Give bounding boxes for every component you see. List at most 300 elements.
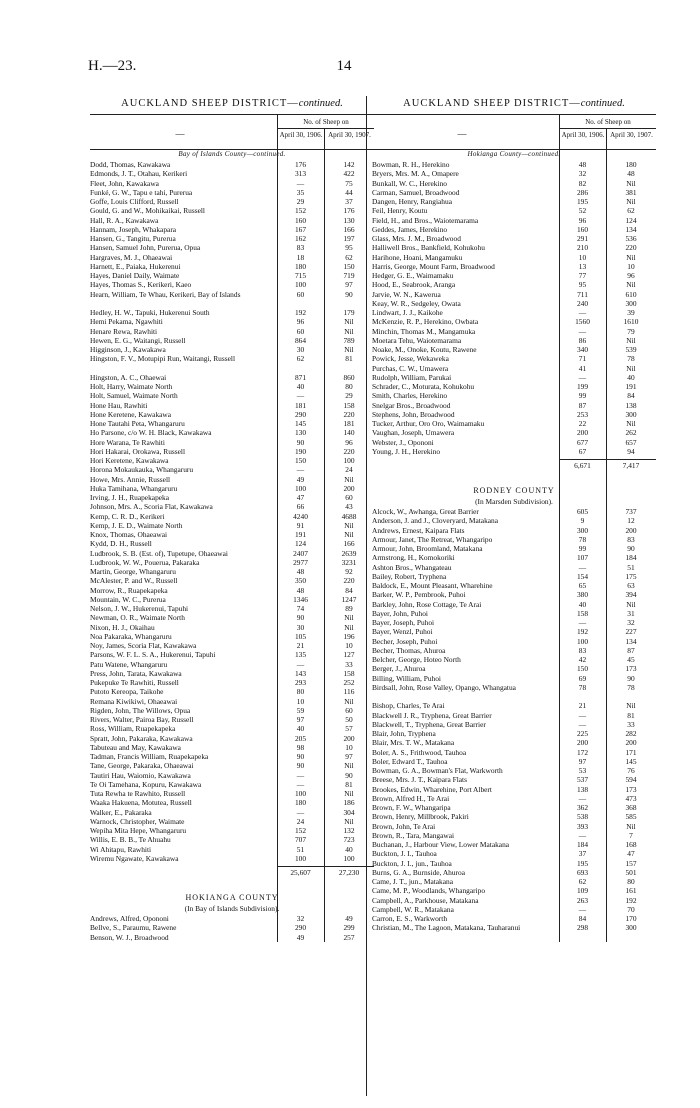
owner-name-address: Harris, George, Mount Farm, Broadwood <box>372 261 495 271</box>
sheep-count-1906: 60 <box>296 326 305 336</box>
owner-name-address: Press, John, Tarata, Kawakawa <box>90 668 182 678</box>
table-row <box>372 419 656 428</box>
sheep-count-1906: 190 <box>294 446 307 456</box>
sheep-count-1906: 40 <box>578 599 587 609</box>
sheep-count-1907: 7 <box>629 830 633 840</box>
table-row <box>90 271 374 280</box>
owner-name-address: Ho Parsone, c/o W. H. Black, Kawakawa <box>90 428 212 438</box>
table-row <box>90 724 374 733</box>
owner-name-address: Newman, O. R., Waimate North <box>90 613 185 623</box>
sheep-count-1906: 180 <box>294 261 307 271</box>
sheep-count-1906: 152 <box>294 206 307 216</box>
owner-name-address: Snelgar Bros., Broadwood <box>372 400 451 410</box>
sheep-count-1907: 657 <box>625 437 637 447</box>
owner-name-address: Andrews, Alfred, Opononi <box>90 914 169 923</box>
owner-name-address: Knox, Thomas, Ohaeawai <box>90 530 168 539</box>
sheep-count-1906: — <box>578 372 587 382</box>
header-group-label: No. of Sheep on <box>277 115 374 129</box>
table-row <box>90 808 374 817</box>
sheep-count-1907: 2639 <box>341 548 357 558</box>
sheep-count-1907: 51 <box>627 562 635 572</box>
owner-name-address: Edmonds, J. T., Otahau, Kerikeri <box>90 169 188 179</box>
table-row <box>372 877 656 886</box>
table-row <box>90 512 374 521</box>
sheep-count-1907: 75 <box>345 178 353 188</box>
table-row <box>372 364 656 373</box>
table-row <box>90 262 374 271</box>
sheep-count-1907: Nil <box>626 335 636 345</box>
sheep-count-1907: 200 <box>343 483 355 493</box>
table-row <box>372 794 656 803</box>
sheep-count-1906: 96 <box>296 317 305 327</box>
sheep-count-1907: 140 <box>343 428 355 438</box>
table-row <box>372 859 656 868</box>
sheep-count-1906: 65 <box>578 581 587 590</box>
table-row <box>372 516 656 525</box>
sheep-count-1906: 138 <box>576 784 589 794</box>
table-row <box>372 447 656 456</box>
owner-name-address: Tane, George, Pakaraka, Ohaeawai <box>90 761 194 771</box>
sheep-count-1906: — <box>578 562 587 572</box>
sheep-count-1907: 737 <box>625 507 637 516</box>
table-row <box>90 706 374 715</box>
sheep-count-1907: 70 <box>627 904 635 914</box>
owner-name-address: Boler, Edward T., Tauhoa <box>372 756 448 766</box>
sheep-count-1906: 1560 <box>575 317 590 327</box>
table-row <box>372 896 656 905</box>
owner-name-address: Hedger, G. E., Waimamaku <box>372 271 454 280</box>
sheep-count-1906: 253 <box>576 409 589 419</box>
sheep-count-1906: 59 <box>296 705 305 715</box>
sheep-count-1906: — <box>296 659 305 669</box>
sheep-count-1906: 90 <box>296 761 305 771</box>
sheep-count-1906: 313 <box>294 169 307 179</box>
sheep-count-1907: 80 <box>627 877 635 886</box>
table-row <box>372 280 656 289</box>
sheep-count-1907: 422 <box>343 169 355 179</box>
table-row <box>90 410 374 419</box>
sheep-count-1907: 43 <box>345 502 353 512</box>
owner-name-address: Alcock, W., Awhanga, Great Barrier <box>372 507 479 516</box>
table-row <box>372 262 656 271</box>
table-row <box>90 923 374 932</box>
owner-name-address: Hall, R. A., Kawakawa <box>90 215 159 225</box>
sheep-count-1907: Nil <box>626 280 636 290</box>
header-year-1906: April 30, 1906. <box>277 129 324 149</box>
sheep-count-1906: 105 <box>294 631 307 641</box>
sheep-count-1907: 196 <box>343 631 355 641</box>
sheep-count-1906: 864 <box>294 335 307 345</box>
sheep-count-1906: 30 <box>296 345 305 354</box>
owner-name-address: Tautiri Hau, Waiomio, Kawakawa <box>90 770 191 780</box>
table-row <box>372 600 656 609</box>
table-row <box>90 914 374 923</box>
owner-name-address: Barkley, John, Rose Cottage, Te Arai <box>372 599 482 609</box>
owner-name-address: Wiremu Ngawate, Kawakawa <box>90 853 179 863</box>
table-row <box>372 637 656 646</box>
sheep-count-1906: 195 <box>576 858 589 868</box>
sheep-count-1907: 299 <box>343 923 355 933</box>
sheep-count-1907: 220 <box>343 576 355 586</box>
sheep-count-1906: 143 <box>294 668 307 678</box>
table-row <box>90 752 374 761</box>
section-rows <box>372 160 656 456</box>
sheep-count-1907: 789 <box>343 335 355 345</box>
sheep-count-1906: 172 <box>576 747 589 757</box>
sheep-count-1906: 715 <box>294 271 307 280</box>
sheep-count-1906: 200 <box>576 738 589 748</box>
owner-name-address: Becher, Joseph, Puhoi <box>372 636 438 646</box>
owner-name-address: Young, J. H., Herekino <box>372 446 441 456</box>
sheep-count-1906: 290 <box>294 409 307 419</box>
sheep-count-1907: 161 <box>625 886 637 896</box>
sheep-count-1906: 74 <box>296 604 305 613</box>
sheep-count-1906: 100 <box>294 789 307 798</box>
table-row <box>90 576 374 585</box>
table-row <box>372 391 656 400</box>
table-row <box>372 179 656 188</box>
sheep-count-1906: 21 <box>578 701 587 711</box>
column-title-text: AUCKLAND SHEEP DISTRICT— <box>403 98 581 109</box>
sheep-count-1906: 51 <box>296 844 305 854</box>
sheep-count-1907: 40 <box>627 372 635 382</box>
owner-name-address: Funké, G. W., Tapu e tahi, Purerua <box>90 187 193 197</box>
sheep-count-1906: 48 <box>296 567 305 576</box>
owner-name-address: Halliwell Bros., Bankfield, Kohukohu <box>372 243 485 253</box>
table-row <box>90 743 374 752</box>
owner-name-address: Bryers, Mrs. M. A., Omapere <box>372 169 459 179</box>
sheep-count-1907: Nil <box>344 613 354 623</box>
table-row <box>372 188 656 197</box>
owner-name-address: Parsons, W. F. L. S. A., Hukerenui, Tapuhi <box>90 650 216 660</box>
owner-name-address: Brown, F. W., Whangaripa <box>372 803 451 812</box>
sheep-count-1907: 150 <box>343 261 355 271</box>
sheep-count-1906: 48 <box>578 160 587 169</box>
sheep-count-1906: 97 <box>578 756 587 766</box>
table-row <box>90 530 374 539</box>
table-row <box>90 549 374 558</box>
owner-name-address: Johnson, Mrs. A., Scoria Flat, Kawakawa <box>90 502 213 512</box>
owner-name-address: Huka Tamihana, Whangaruru <box>90 483 178 493</box>
sheep-count-1907: 48 <box>627 169 635 179</box>
sheep-count-1907: 84 <box>345 585 353 595</box>
table-row <box>90 521 374 530</box>
sheep-count-1906: 42 <box>578 655 587 664</box>
sheep-count-1906: 84 <box>578 914 587 923</box>
sheep-count-1906: 537 <box>576 775 589 785</box>
page-number: 14 <box>336 58 352 74</box>
sheep-count-1907: Nil <box>626 701 636 711</box>
table-row <box>372 664 656 673</box>
table-row <box>372 748 656 757</box>
owner-name-address: Rivers, Walter, Pairoa Bay, Russell <box>90 715 194 724</box>
header-year-1906: April 30, 1906. <box>559 129 606 149</box>
section-subheading: (In Bay of Islands Subdivision). <box>184 904 280 913</box>
table-row <box>372 701 656 710</box>
total-row <box>372 456 656 469</box>
owner-name-address: Hone Hau, Rawhiti <box>90 400 148 410</box>
owner-name-address: Ludbrook, W. W., Pouerua, Pakaraka <box>90 557 200 567</box>
sheep-count-1906: 13 <box>578 261 587 271</box>
section-heading: Hokianga County—continued. <box>467 150 561 158</box>
table-row <box>90 502 374 511</box>
table-row <box>372 160 656 169</box>
table-row <box>372 905 656 914</box>
sheep-count-1907: 96 <box>345 437 353 447</box>
owner-name-address: Spratt, John, Pakaraka, Kawakawa <box>90 733 193 743</box>
sheep-count-1906: 29 <box>296 197 305 206</box>
owner-name-address: Hayes, Thomas S., Kerikeri, Kaeo <box>90 280 192 290</box>
sheep-count-1907: 80 <box>345 382 353 391</box>
sheep-count-1907: 44 <box>345 187 353 197</box>
table-row <box>372 572 656 581</box>
owner-name-address: Carron, E. S., Warkworth <box>372 914 448 923</box>
sheep-count-1907: 79 <box>627 326 635 336</box>
sheep-count-1907: 142 <box>343 160 355 169</box>
sheep-count-1907: 3231 <box>341 557 357 567</box>
sheep-count-1907: 610 <box>625 289 637 299</box>
sheep-count-1907: 132 <box>343 826 355 835</box>
table-row <box>90 817 374 826</box>
sheep-count-1906: 87 <box>578 400 587 410</box>
sheep-count-1907: 173 <box>625 664 637 674</box>
table-row <box>372 345 656 354</box>
table-row <box>372 308 656 317</box>
table-row <box>90 933 374 942</box>
sheep-count-1906: 91 <box>296 520 305 530</box>
table-row <box>90 595 374 604</box>
owner-name-address: Brookes, Edwin, Wharehine, Port Albert <box>372 784 492 794</box>
owner-name-address: Powick, Jesse, Wekaweka <box>372 354 449 364</box>
owner-name-address: Noa Pakaraka, Whangaruru <box>90 631 172 641</box>
column-title <box>372 98 656 114</box>
owner-name-address: Brown, Alfred H., Te Arai <box>372 793 450 803</box>
owner-name-address: Vaughan, Joseph, Umawera <box>372 428 455 438</box>
table-row <box>90 854 374 863</box>
owner-name-address: Nixon, H. J., Okaihau <box>90 622 155 632</box>
sheep-count-1906: 48 <box>296 585 305 595</box>
owner-name-address: Purchas, C. W., Umawera <box>372 363 449 373</box>
sheep-count-1906: 871 <box>294 372 307 382</box>
table-body <box>90 150 374 942</box>
owner-name-address: Hannam, Joseph, Whakapara <box>90 224 177 234</box>
owner-name-address: Henare Rewa, Rawhiti <box>90 326 158 336</box>
sheep-count-1906: 78 <box>578 682 587 692</box>
sheep-count-1907: 62 <box>627 206 635 216</box>
sheep-count-1907: 539 <box>625 345 637 354</box>
table-row <box>90 308 374 317</box>
table-row <box>372 831 656 840</box>
sheep-count-1906: 693 <box>576 867 589 877</box>
owner-name-address: Boler, A. S., Frithwood, Tauhoa <box>372 747 467 757</box>
table-row <box>90 179 374 188</box>
sheep-count-1907: Nil <box>626 599 636 609</box>
table-row <box>90 632 374 641</box>
table-row <box>372 206 656 215</box>
table-row <box>90 243 374 252</box>
sheep-count-1907: 37 <box>345 197 353 206</box>
sheep-count-1907: 300 <box>625 923 637 933</box>
owner-name-address: Blackwell J. R., Tryphena, Great Barrier <box>372 710 492 720</box>
sheep-count-1907: 100 <box>343 456 355 465</box>
sheep-count-1907: 145 <box>625 756 637 766</box>
header-year-1907: April 30, 1907. <box>606 129 656 149</box>
owner-name-address: Hewen, E. G., Waitangi, Russell <box>90 335 186 345</box>
sheep-count-1907: 179 <box>343 308 355 317</box>
sheep-count-1906: 109 <box>576 886 589 896</box>
sheep-count-1907: 81 <box>345 779 353 789</box>
table-row <box>372 216 656 225</box>
sheep-count-1907: 257 <box>343 932 355 942</box>
owner-name-address: McKenzie, R. P., Herekino, Owbata <box>372 317 479 327</box>
sheep-count-1907: 138 <box>625 400 637 410</box>
sheep-count-1907: Nil <box>626 363 636 373</box>
owner-name-address: Horona Mokaukauka, Whangaruru <box>90 465 194 475</box>
table-row <box>372 886 656 895</box>
owner-name-address: Campbell, W. R., Matakana <box>372 904 454 914</box>
table-row <box>372 507 656 516</box>
sheep-count-1906: 298 <box>576 923 589 933</box>
sheep-count-1906: 62 <box>578 877 587 886</box>
sheep-count-1907: 594 <box>625 775 637 785</box>
sheep-count-1906: 362 <box>576 803 589 812</box>
owner-name-address: Anderson, J. and J., Cloveryard, Matakana <box>372 516 499 526</box>
sheep-count-1906: 99 <box>578 391 587 401</box>
sheep-count-1906: 135 <box>294 650 307 660</box>
table-row <box>90 613 374 622</box>
sheep-count-1907: 40 <box>345 844 353 854</box>
sheep-count-1906: 167 <box>294 224 307 234</box>
table-row <box>372 336 656 345</box>
owner-name-address: Morrow, R., Ruapekapeka <box>90 585 168 595</box>
sheep-count-1907: 87 <box>627 645 635 655</box>
owner-name-address: Willis, E. B. B., Te Ahuahu <box>90 835 171 845</box>
owner-name-address: Wepiha Mita Hepe, Whangaruru <box>90 826 187 835</box>
sheep-count-1907: 200 <box>625 738 637 748</box>
sheep-count-1907: Nil <box>626 252 636 262</box>
table-row <box>372 655 656 664</box>
sheep-count-1907: 97 <box>345 280 353 290</box>
owner-name-address: Webster, J., Opononi <box>372 437 434 447</box>
table-row <box>372 775 656 784</box>
sheep-count-1906: 100 <box>576 636 589 646</box>
table-row <box>90 401 374 410</box>
sheep-count-1906: 96 <box>578 215 587 225</box>
table-row <box>90 623 374 632</box>
owner-name-address: Dodd, Thomas, Kawakawa <box>90 160 171 169</box>
sheep-count-1906: 97 <box>296 715 305 724</box>
sheep-count-1906: 205 <box>294 733 307 743</box>
owner-name-address: Bellve, S., Paraumu, Rawene <box>90 923 177 933</box>
owner-name-address: Tadman, Francis William, Ruapekapeka <box>90 752 209 761</box>
sheep-count-1906: 380 <box>576 590 589 600</box>
owner-name-address: Belcher, George, Hoteo North <box>372 655 461 664</box>
table-row <box>372 317 656 326</box>
sheep-count-1907: Nil <box>626 197 636 206</box>
right-column <box>372 98 656 942</box>
header-name-dash: — <box>457 129 467 139</box>
sheep-count-1907: 63 <box>627 581 635 590</box>
owner-name-address: Armour, John, Broomland, Matakana <box>372 544 483 553</box>
owner-name-address: McAlester, P. and W., Russell <box>90 576 178 586</box>
owner-name-address: Rudolph, William, Parukai <box>372 372 452 382</box>
sheep-count-1906: 293 <box>294 678 307 687</box>
owner-name-address: Remana Kiwikiwi, Ohaeawai <box>90 696 178 706</box>
owner-name-address: Rigden, John, The Willows, Opua <box>90 705 191 715</box>
sheep-count-1906: 4240 <box>293 511 308 521</box>
table-row <box>90 465 374 474</box>
table-row <box>90 761 374 770</box>
sheep-count-1907: 10 <box>345 641 353 650</box>
sheep-count-1906: 71 <box>578 354 587 364</box>
sheep-count-1906: 538 <box>576 812 589 822</box>
owner-name-address: Martin, George, Whangaruru <box>90 567 176 576</box>
table-row <box>90 660 374 669</box>
owner-name-address: Mountain, W. C., Purerua <box>90 594 166 604</box>
sheep-count-1906: — <box>578 710 587 720</box>
sheep-count-1907: 32 <box>627 618 635 627</box>
sheep-count-1906: 35 <box>296 187 305 197</box>
column-title-continued: continued. <box>298 98 343 109</box>
sheep-count-1907: 94 <box>627 446 635 456</box>
owner-name-address: Higginson, J., Kawakawa <box>90 345 166 354</box>
sheep-count-1907: 176 <box>343 206 355 216</box>
sheep-count-1906: 47 <box>296 493 305 502</box>
sheep-count-1907: 157 <box>625 858 637 868</box>
table-row <box>90 780 374 789</box>
sheep-count-1907: 1610 <box>623 317 639 327</box>
table-row <box>90 826 374 835</box>
sheep-count-1907: 90 <box>345 770 353 780</box>
table-row <box>90 206 374 215</box>
table-row <box>372 401 656 410</box>
sheep-count-1906: 290 <box>294 923 307 933</box>
sheep-count-1907: Nil <box>344 696 354 706</box>
sheep-count-1907: 10 <box>627 261 635 271</box>
sheep-count-1906: 80 <box>296 687 305 697</box>
sheep-count-1907: 171 <box>625 747 637 757</box>
table-row <box>372 729 656 738</box>
table-row <box>90 539 374 548</box>
owner-name-address: Baldock, E., Mount Pleasant, Wharehine <box>372 581 493 590</box>
sheep-count-1906: 130 <box>294 428 307 438</box>
owner-name-address: Benson, W. J., Broadwood <box>90 932 169 942</box>
sheep-count-1907: 168 <box>625 840 637 849</box>
sheep-count-1907: 57 <box>345 724 353 734</box>
sheep-count-1907: 100 <box>343 853 355 863</box>
sheep-count-1906: — <box>578 830 587 840</box>
sheep-count-1907: 191 <box>625 382 637 391</box>
table-body <box>372 150 656 942</box>
table-row <box>90 687 374 696</box>
owner-name-address: Jarvie, W. N., Kawerua <box>372 289 441 299</box>
owner-name-address: Hedley, H. W., Tapuki, Hukerenui South <box>90 308 210 317</box>
owner-name-address: Schrader, C., Moturata, Kohukohu <box>372 382 475 391</box>
owner-name-address: Hori Keretene, Kawakawa <box>90 456 169 465</box>
sheep-count-1906: 100 <box>294 853 307 863</box>
owner-name-address: Hore Warana, Te Rawhiti <box>90 437 165 447</box>
sheep-count-1906: 21 <box>296 641 305 650</box>
table-row <box>372 243 656 252</box>
owner-name-address: Buckton, J. I., Tauhoa <box>372 849 437 859</box>
sheep-count-1907: Nil <box>344 474 354 484</box>
table-row <box>90 798 374 807</box>
owner-name-address: Tucker, Arthur, Oro Oro, Waimamaku <box>372 419 485 428</box>
owner-name-address: Lindwart, J. J., Kaikohe <box>372 308 443 317</box>
owner-name-address: Breese, Mrs. J. T., Kaipara Flats <box>372 775 467 785</box>
owner-name-address: Bayer, Joseph, Puhoi <box>372 618 435 627</box>
sheep-count-1907: 62 <box>345 252 353 262</box>
